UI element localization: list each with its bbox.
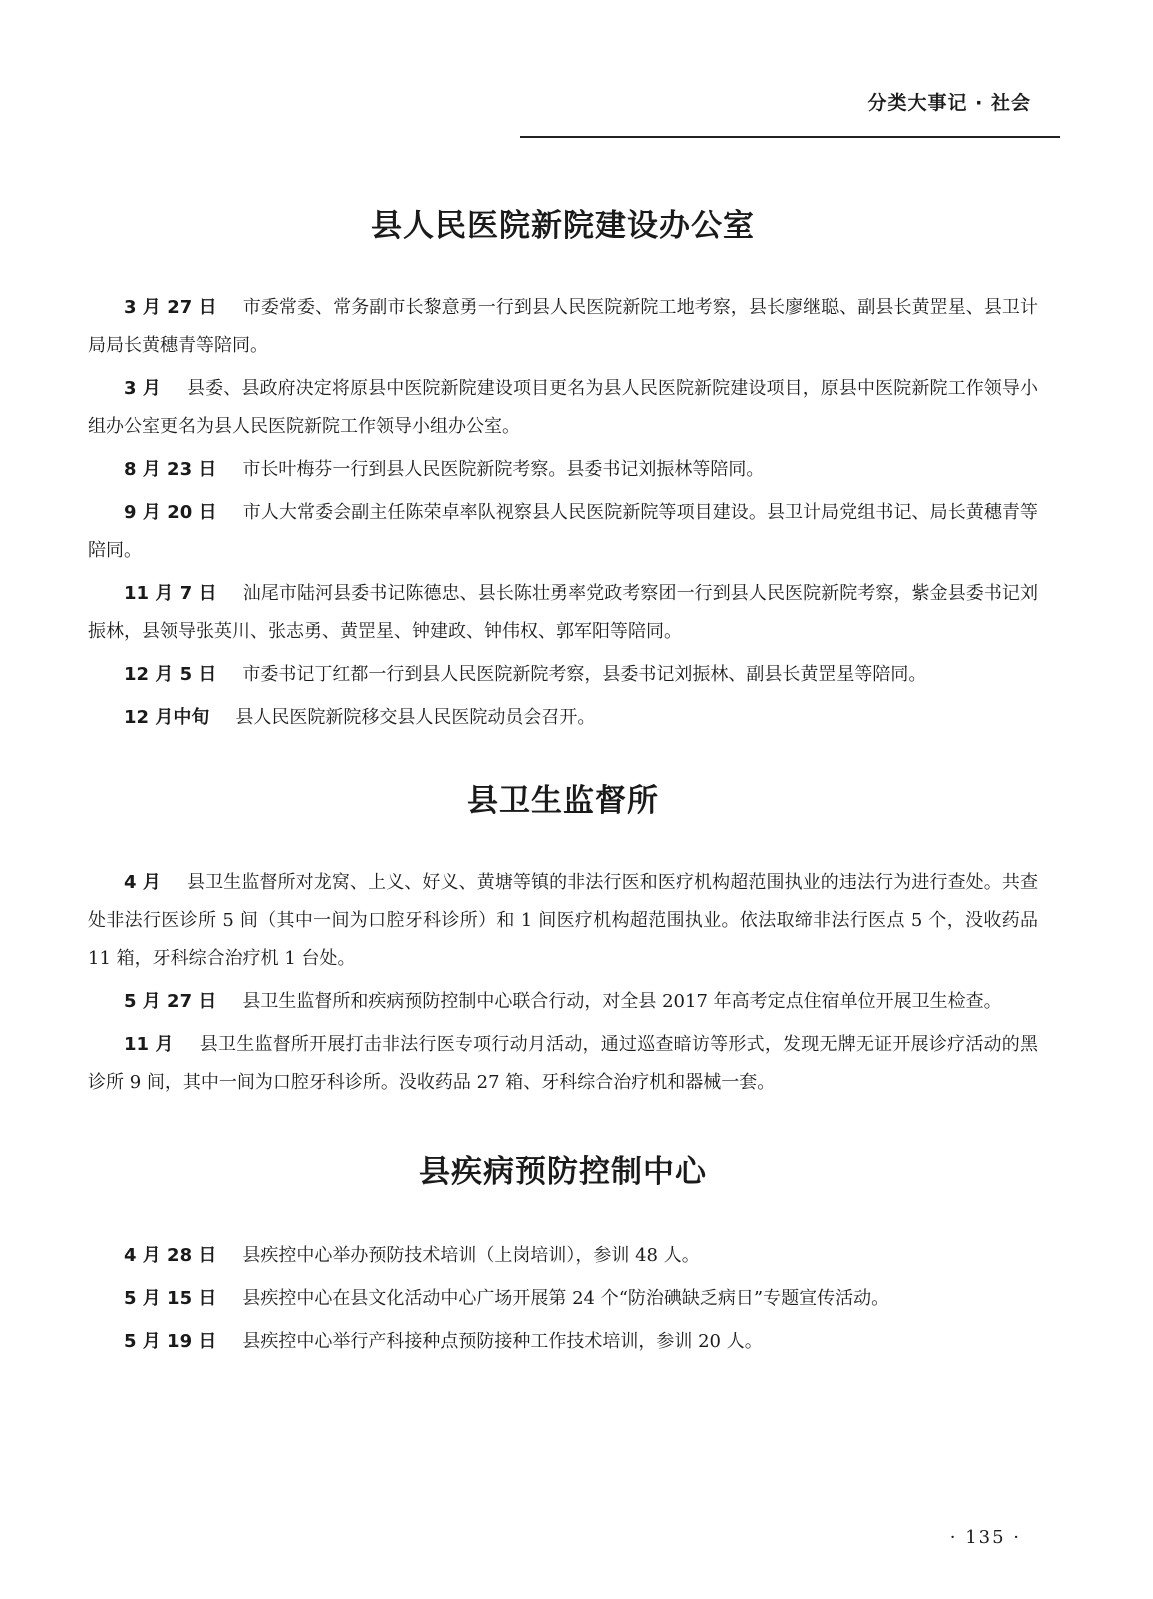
entry-text: 县委、县政府决定将原县中医院新院建设项目更名为县人民医院新院建设项目，原县中医院新院工作领导小组办公室更名为县人民医院新院工作领导小组办公室。 (88, 378, 1038, 437)
section-title: 县人民医院新院建设办公室 (371, 208, 755, 244)
chronicle-entry (88, 1280, 1038, 1318)
entry-date: 5 月 27 日 (124, 991, 217, 1012)
entry-text: 市委常委、常务副市长黎意勇一行到县人民医院新院工地考察，县长廖继聪、副县长黄罡星、县卫计局局长黄穗青等陪同。 (88, 297, 1039, 356)
document-body (88, 200, 1038, 1366)
chronicle-entry (88, 1323, 1038, 1361)
entry-text: 汕尾市陆河县委书记陈德忠、县长陈壮勇率党政考察团一行到县人民医院新院考察，紫金县委书记刘振林，县领导张英川、张志勇、黄罡星、钟建政、钟伟权、郭军阳等陪同。 (88, 583, 1039, 642)
section-title: 县疾病预防控制中心 (419, 1154, 707, 1190)
entry-text: 市人大常委会副主任陈荣卓率队视察县人民医院新院等项目建设。县卫计局党组书记、局长黄穗青等陪同。 (88, 502, 1039, 561)
entry-date: 3 月 (124, 378, 162, 399)
entry-date: 11 月 (124, 1034, 174, 1055)
chronicle-entry (88, 370, 1038, 446)
chronicle-entry (88, 699, 1038, 737)
entry-list (88, 864, 1038, 1102)
entry-list (88, 289, 1038, 737)
chronicle-entry (88, 1026, 1038, 1102)
entry-text: 市委书记丁红都一行到县人民医院新院考察，县委书记刘振林、副县长黄罡星等陪同。 (242, 664, 927, 685)
chronicle-entry (88, 451, 1038, 489)
entry-date: 8 月 23 日 (124, 459, 217, 480)
entry-date: 4 月 28 日 (124, 1245, 217, 1266)
chronicle-entry (88, 1237, 1038, 1275)
entry-date: 5 月 15 日 (124, 1288, 217, 1309)
entry-date: 5 月 19 日 (124, 1331, 217, 1352)
entry-text: 县卫生监督所对龙窝、上义、好义、黄塘等镇的非法行医和医疗机构超范围执业的违法行为进行查处。共查处非法行医诊所 5 间（其中一间为口腔牙科诊所）和 1 间医疗机构超范围执业。依法取缔非法行医点 5 个，没收药品 11 箱，牙科综合治疗机 1 台处。 (88, 872, 1038, 969)
chronicle-entry (88, 656, 1038, 694)
entry-text: 县卫生监督所和疾病预防控制中心联合行动，对全县 2017 年高考定点住宿单位开展卫生检查。 (242, 991, 1002, 1012)
entry-date: 3 月 27 日 (124, 297, 217, 318)
section-disease-control (88, 1146, 1038, 1361)
chronicle-entry (88, 494, 1038, 570)
entry-date: 9 月 20 日 (124, 502, 217, 523)
entry-text: 县疾控中心举行产科接种点预防接种工作技术培训，参训 20 人。 (242, 1331, 763, 1352)
page-number: · 135 · (949, 1527, 1021, 1548)
entry-text: 市长叶梅芬一行到县人民医院新院考察。县委书记刘振林等陪同。 (242, 459, 765, 480)
chronicle-entry (88, 983, 1038, 1021)
entry-list (88, 1237, 1038, 1361)
entry-date: 12 月中旬 (124, 707, 210, 728)
chronicle-entry (88, 864, 1038, 978)
entry-text: 县疾控中心举办预防技术培训（上岗培训），参训 48 人。 (242, 1245, 700, 1266)
entry-date: 4 月 (124, 872, 162, 893)
entry-date: 11 月 7 日 (124, 583, 217, 604)
header-rule (520, 136, 1060, 138)
entry-date: 12 月 5 日 (124, 664, 217, 685)
entry-text: 县疾控中心在县文化活动中心广场开展第 24 个“防治碘缺乏病日”专题宣传活动。 (242, 1288, 890, 1309)
section-health-supervision (88, 775, 1038, 1102)
section-title: 县卫生监督所 (467, 783, 659, 819)
running-head: 分类大事记 · 社会 (867, 92, 1031, 114)
section-hospital-new-campus (88, 200, 1038, 737)
entry-text: 县人民医院新院移交县人民医院动员会召开。 (235, 707, 596, 728)
chronicle-entry (88, 289, 1038, 365)
entry-text: 县卫生监督所开展打击非法行医专项行动月活动，通过巡查暗访等形式，发现无牌无证开展诊疗活动的黑诊所 9 间，其中一间为口腔牙科诊所。没收药品 27 箱、牙科综合治疗机和器械一套。 (88, 1034, 1038, 1093)
chronicle-entry (88, 575, 1038, 651)
